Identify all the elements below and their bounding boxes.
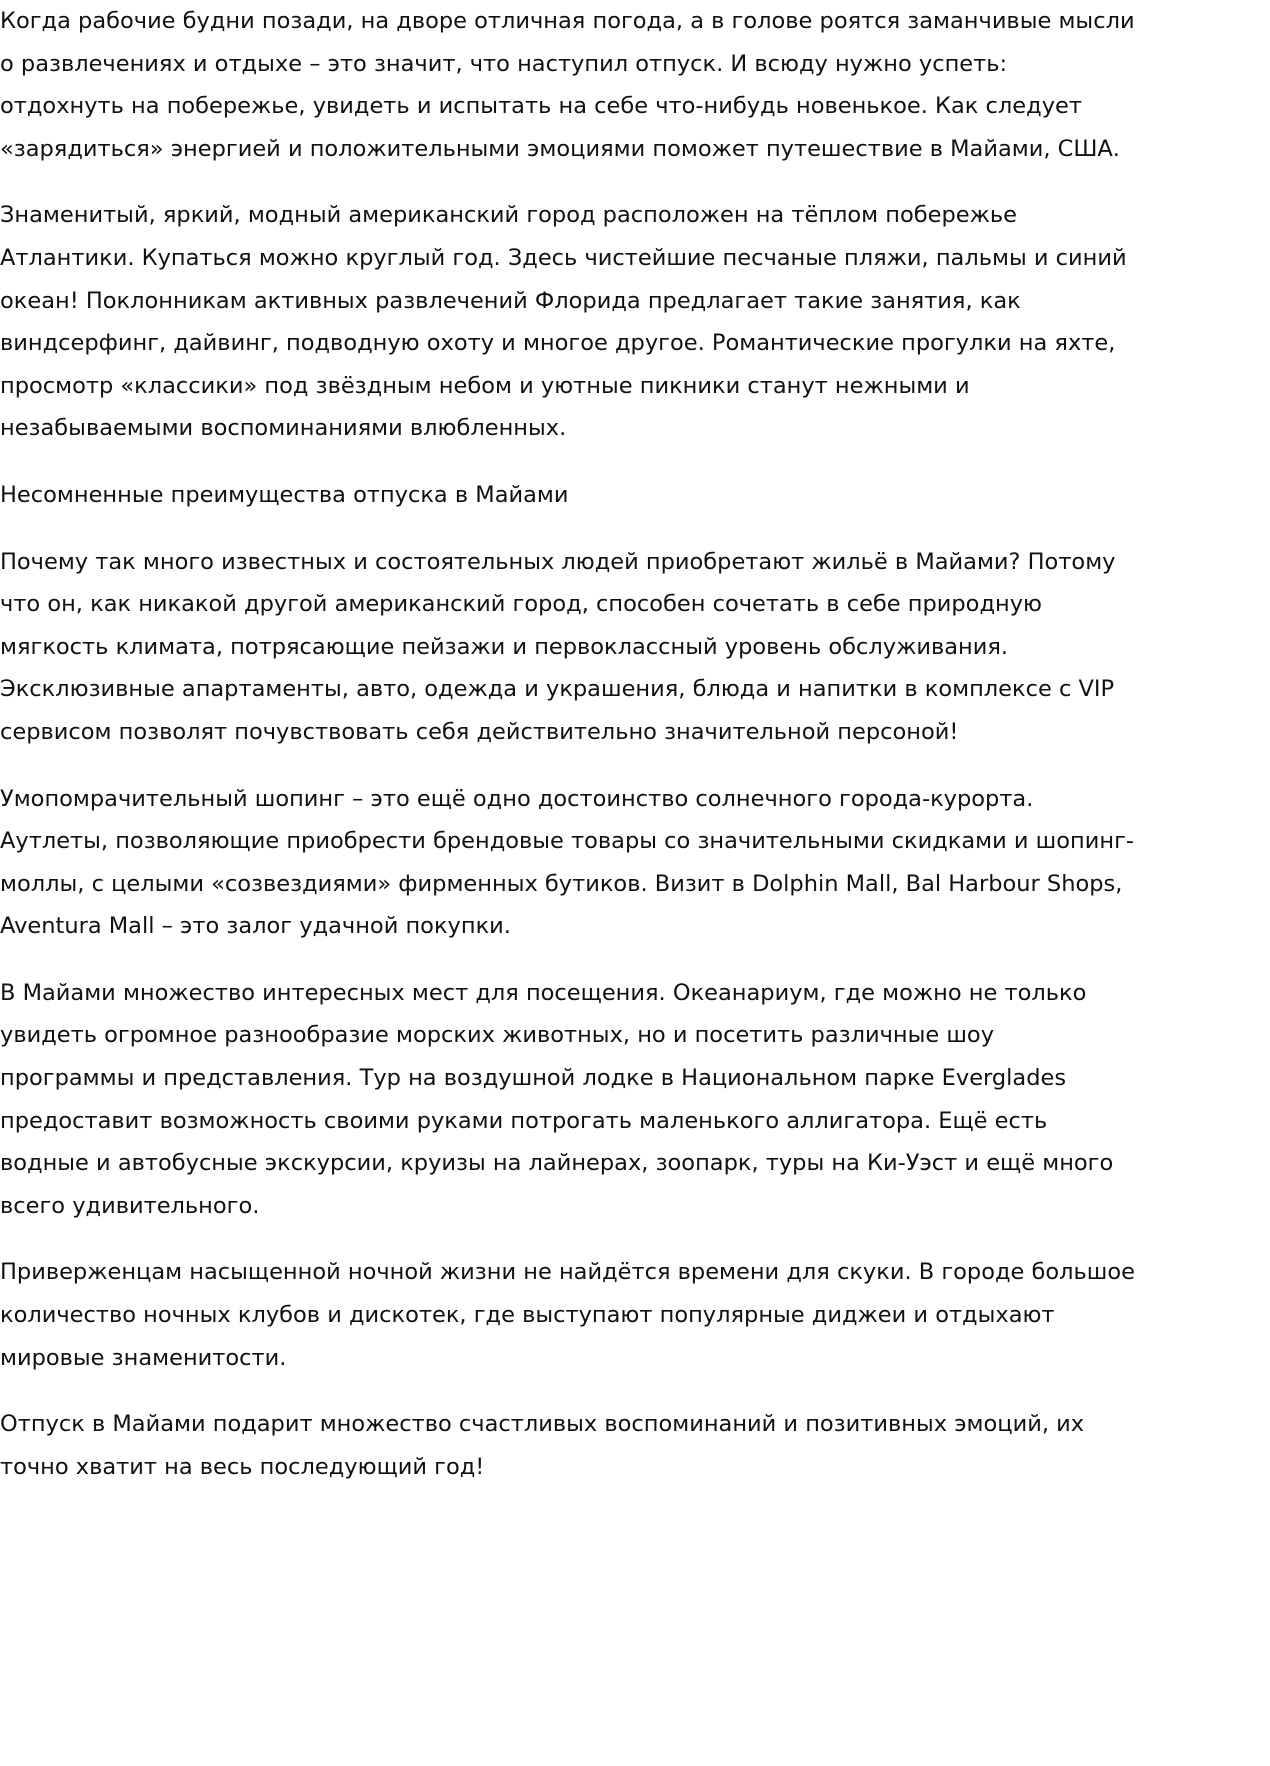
paragraph-city-description: Знаменитый, яркий, модный американский город расположен на тёплом побережье Атлантики. Купаться можно круглый год. Здесь чистейшие песчаные пляжи, пальмы и синий океан! Поклонникам активных развлечений Флорида предлагает такие занятия, как виндсерфинг, дайвинг, подводную охоту и многое другое. Романтические прогулки на яхте, просмотр «классики» под звёздным небом и уютные пикники станут нежными и незабываемыми воспоминаниями влюбленных. bbox=[0, 202, 1127, 442]
paragraph-shopping: Умопомрачительный шопинг – это ещё одно достоинство солнечного города-курорта. Аутлеты, позволяющие приобрести брендовые товары со значительными скидками и шопинг-моллы, с целыми «созвездиями» фирменных бутиков. Визит в Dolphin Mall, Bal Harbour Shops, Aventura Mall – это залог удачной покупки. bbox=[0, 785, 1135, 940]
paragraph-luxury: Почему так много известных и состоятельных людей приобретают жильё в Майами? Потому что он, как никакой другой американский город, способен сочетать в себе природную мягкость климата, потрясающие пейзажи и первоклассный уровень обслуживания. Эксклюзивные апартаменты, авто, одежда и украшения, блюда и напитки в комплексе с VIP сервисом позволят почувствовать себя действительно значительной персоной! bbox=[0, 548, 1116, 745]
paragraph-nightlife: Приверженцам насыщенной ночной жизни не найдётся времени для скуки. В городе большое количество ночных клубов и дискотек, где выступают популярные диджеи и отдыхают мировые знаменитости. bbox=[0, 1259, 1136, 1371]
section-heading-advantages: Несомненные преимущества отпуска в Майами bbox=[0, 481, 569, 508]
paragraph-intro: Когда рабочие будни позади, на дворе отличная погода, а в голове роятся заманчивые мысли о развлечениях и отдыхе – это значит, что наступил отпуск. И всюду нужно успеть: отдохнуть на побережье, увидеть и испытать на себе что-нибудь новенькое. Как следует «зарядиться» энергией и положительными эмоциями поможет путешествие в Майами, США. bbox=[0, 8, 1135, 162]
paragraph-attractions: В Майами множество интересных мест для посещения. Океанариум, где можно не только увидеть огромное разнообразие морских животных, но и посетить различные шоу программы и представления. Тур на воздушной лодке в Национальном парке Everglades предоставит возможность своими руками потрогать маленького аллигатора. Ещё есть водные и автобусные экскурсии, круизы на лайнерах, зоопарк, туры на Ки-Уэст и ещё много всего удивительного. bbox=[0, 979, 1114, 1219]
paragraph-conclusion: Отпуск в Майами подарит множество счастливых воспоминаний и позитивных эмоций, их точно хватит на весь последующий год! bbox=[0, 1411, 1085, 1480]
